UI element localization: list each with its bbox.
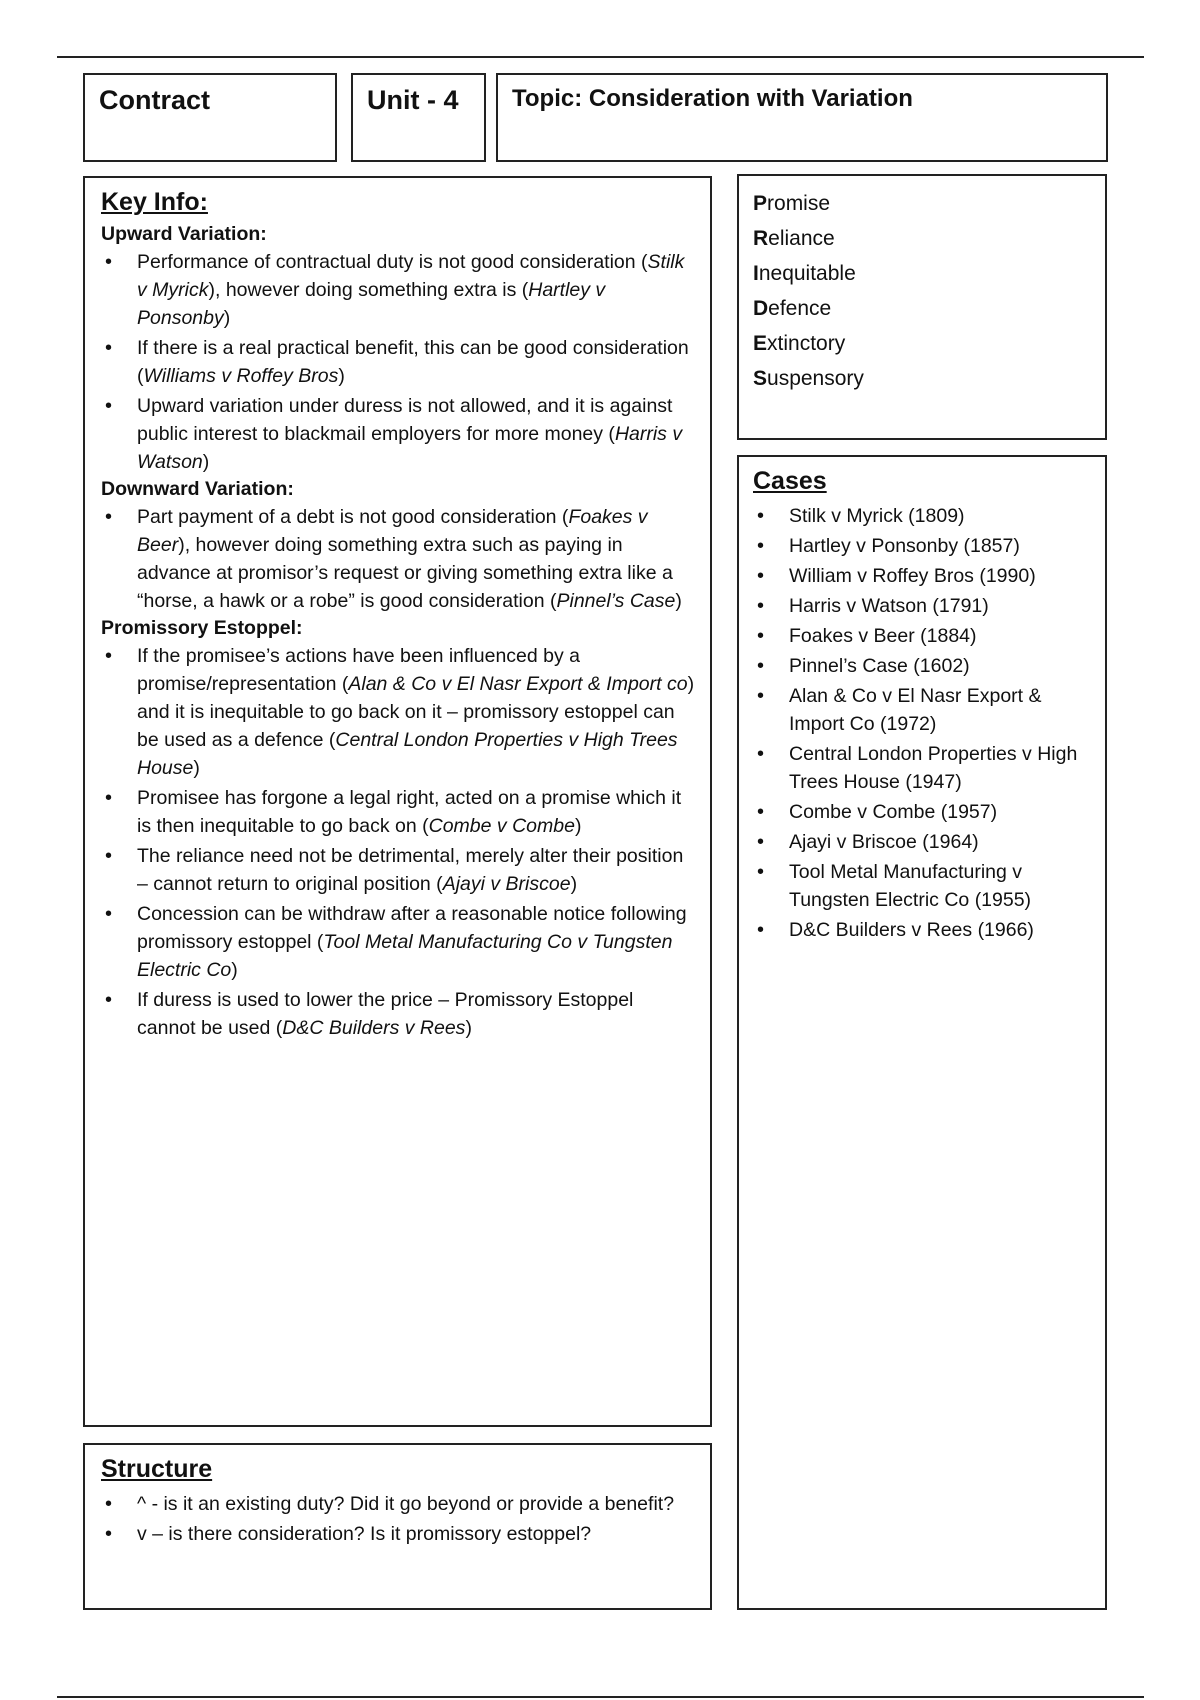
case-citation: Harris v Watson — [137, 423, 683, 473]
list-item — [101, 900, 696, 984]
mnemonic-letter: D — [753, 297, 769, 320]
case-citation: D&C Builders v Rees — [282, 1017, 466, 1039]
case-item: • Foakes v Beer (1884) — [753, 622, 1091, 650]
mnemonic-panel — [737, 174, 1107, 440]
case-citation: Hartley v Ponsonby — [137, 279, 606, 329]
unit-label: Unit - 4 — [367, 85, 459, 115]
bullet-list — [101, 642, 696, 1042]
list-item — [101, 784, 696, 840]
cases-list — [753, 502, 1091, 944]
mnemonic-rest: efence — [768, 297, 832, 320]
key-info-panel — [83, 176, 712, 1427]
text-segment: ) — [570, 873, 578, 895]
case-item: • Alan & Co v El Nasr Export & Import Co (1972) — [753, 682, 1091, 738]
text-segment: ) — [231, 959, 238, 981]
structure-list — [101, 1490, 696, 1548]
structure-item: • ^ - is it an existing duty? Did it go beyond or provide a benefit? — [101, 1490, 696, 1518]
case-citation: Alan & Co v El Nasr Export & Import co — [348, 673, 688, 695]
list-item — [101, 642, 696, 782]
text-segment: The reliance need not be detrimental, merely alter their position – cannot return to original position ( — [137, 845, 684, 895]
case-item: • William v Roffey Bros (1990) — [753, 562, 1091, 590]
case-item: • Central London Properties v High Trees House (1947) — [753, 740, 1091, 796]
list-item — [101, 842, 696, 898]
subject-box — [83, 73, 337, 162]
structure-title: Structure — [101, 1455, 213, 1483]
mnemonic-item — [753, 256, 1091, 291]
mnemonic-letter: R — [753, 227, 769, 250]
section-heading: Upward Variation: — [101, 223, 267, 245]
mnemonic-item — [753, 326, 1091, 361]
text-segment: ) and it is inequitable to go back on it – promissory estoppel can be used as a defence ( — [137, 673, 695, 751]
cases-panel — [737, 455, 1107, 1610]
mnemonic-letter: S — [753, 367, 768, 390]
case-citation: Stilk v Myrick — [137, 251, 685, 301]
text-segment: Concession can be withdraw after a reasonable notice following promissory estoppel ( — [137, 903, 687, 953]
mnemonic-item — [753, 291, 1091, 326]
structure-item: • v – is there consideration? Is it promissory estoppel? — [101, 1520, 696, 1548]
section-heading: Downward Variation: — [101, 478, 294, 500]
mnemonic-letter: I — [753, 262, 759, 285]
structure-panel — [83, 1443, 712, 1610]
text-segment: ), however doing something extra is ( — [208, 279, 529, 301]
bullet-list — [101, 503, 696, 615]
case-citation: Combe v Combe — [428, 815, 575, 837]
mnemonic-item — [753, 186, 1091, 221]
case-item: • Combe v Combe (1957) — [753, 798, 1091, 826]
case-item: • Tool Metal Manufacturing v Tungsten Electric Co (1955) — [753, 858, 1091, 914]
mnemonic-item — [753, 221, 1091, 256]
text-segment: Upward variation under duress is not allowed, and it is against public interest to blackmail employers for more money ( — [137, 395, 673, 445]
text-segment: Part payment of a debt is not good consideration ( — [137, 506, 569, 528]
text-segment: ) — [465, 1017, 472, 1039]
text-segment: ) — [223, 307, 231, 329]
key-info-title: Key Info: — [101, 188, 208, 216]
mnemonic-item — [753, 361, 1091, 396]
case-item: • Harris v Watson (1791) — [753, 592, 1091, 620]
bottom-rule — [57, 1696, 1144, 1698]
mnemonic-letter: P — [753, 192, 768, 215]
mnemonic-letter: E — [753, 332, 768, 355]
mnemonic-rest: nequitable — [758, 262, 856, 285]
case-citation: Tool Metal Manufacturing Co v Tungsten Electric Co — [137, 931, 673, 981]
text-segment: ) — [574, 815, 582, 837]
section-heading: Promissory Estoppel: — [101, 617, 303, 639]
text-segment: Performance of contractual duty is not good consideration ( — [137, 251, 648, 273]
mnemonic-rest: uspensory — [767, 367, 864, 390]
case-item: • Ajayi v Briscoe (1964) — [753, 828, 1091, 856]
list-item — [101, 392, 696, 476]
text-segment: If the promisee’s actions have been influenced by a promise/representation ( — [137, 645, 581, 695]
text-segment: ) — [193, 757, 200, 779]
text-segment: ) — [202, 451, 210, 473]
bullet-list — [101, 248, 696, 476]
text-segment: If there is a real practical benefit, this can be good consideration ( — [137, 337, 689, 387]
topic-label: Topic: Consideration with Variation — [512, 85, 913, 112]
text-segment: ), however doing something extra such as paying in advance at promisor’s request or giving something extra like a “horse, a hawk or a robe” is good consideration ( — [137, 534, 673, 612]
case-item: • Hartley v Ponsonby (1857) — [753, 532, 1091, 560]
list-item — [101, 503, 696, 615]
case-item: • D&C Builders v Rees (1966) — [753, 916, 1091, 944]
case-citation: Ajayi v Briscoe — [442, 873, 571, 895]
text-segment: Promisee has forgone a legal right, acted on a promise which it is then inequitable to go back on ( — [137, 787, 682, 837]
top-rule — [57, 56, 1144, 58]
unit-box — [351, 73, 486, 162]
key-info-body — [101, 223, 696, 1042]
list-item — [101, 248, 696, 332]
cases-title: Cases — [753, 467, 827, 495]
topic-box — [496, 73, 1108, 162]
mnemonic-rest: romise — [767, 192, 831, 215]
case-item: • Pinnel’s Case (1602) — [753, 652, 1091, 680]
list-item — [101, 334, 696, 390]
list-item — [101, 986, 696, 1042]
text-segment: If duress is used to lower the price – Promissory Estoppel cannot be used ( — [137, 989, 634, 1039]
text-segment: ) — [675, 590, 682, 612]
case-citation: Williams v Roffey Bros — [143, 365, 339, 387]
subject-label: Contract — [99, 85, 211, 115]
text-segment: ) — [338, 365, 345, 387]
mnemonic-list — [753, 186, 1091, 396]
case-citation: Pinnel’s Case — [556, 590, 676, 612]
mnemonic-rest: xtinctory — [767, 332, 846, 355]
mnemonic-rest: eliance — [768, 227, 835, 250]
case-citation: Central London Properties v High Trees House — [137, 729, 678, 779]
case-item: • Stilk v Myrick (1809) — [753, 502, 1091, 530]
case-citation: Foakes v Beer — [137, 506, 648, 556]
